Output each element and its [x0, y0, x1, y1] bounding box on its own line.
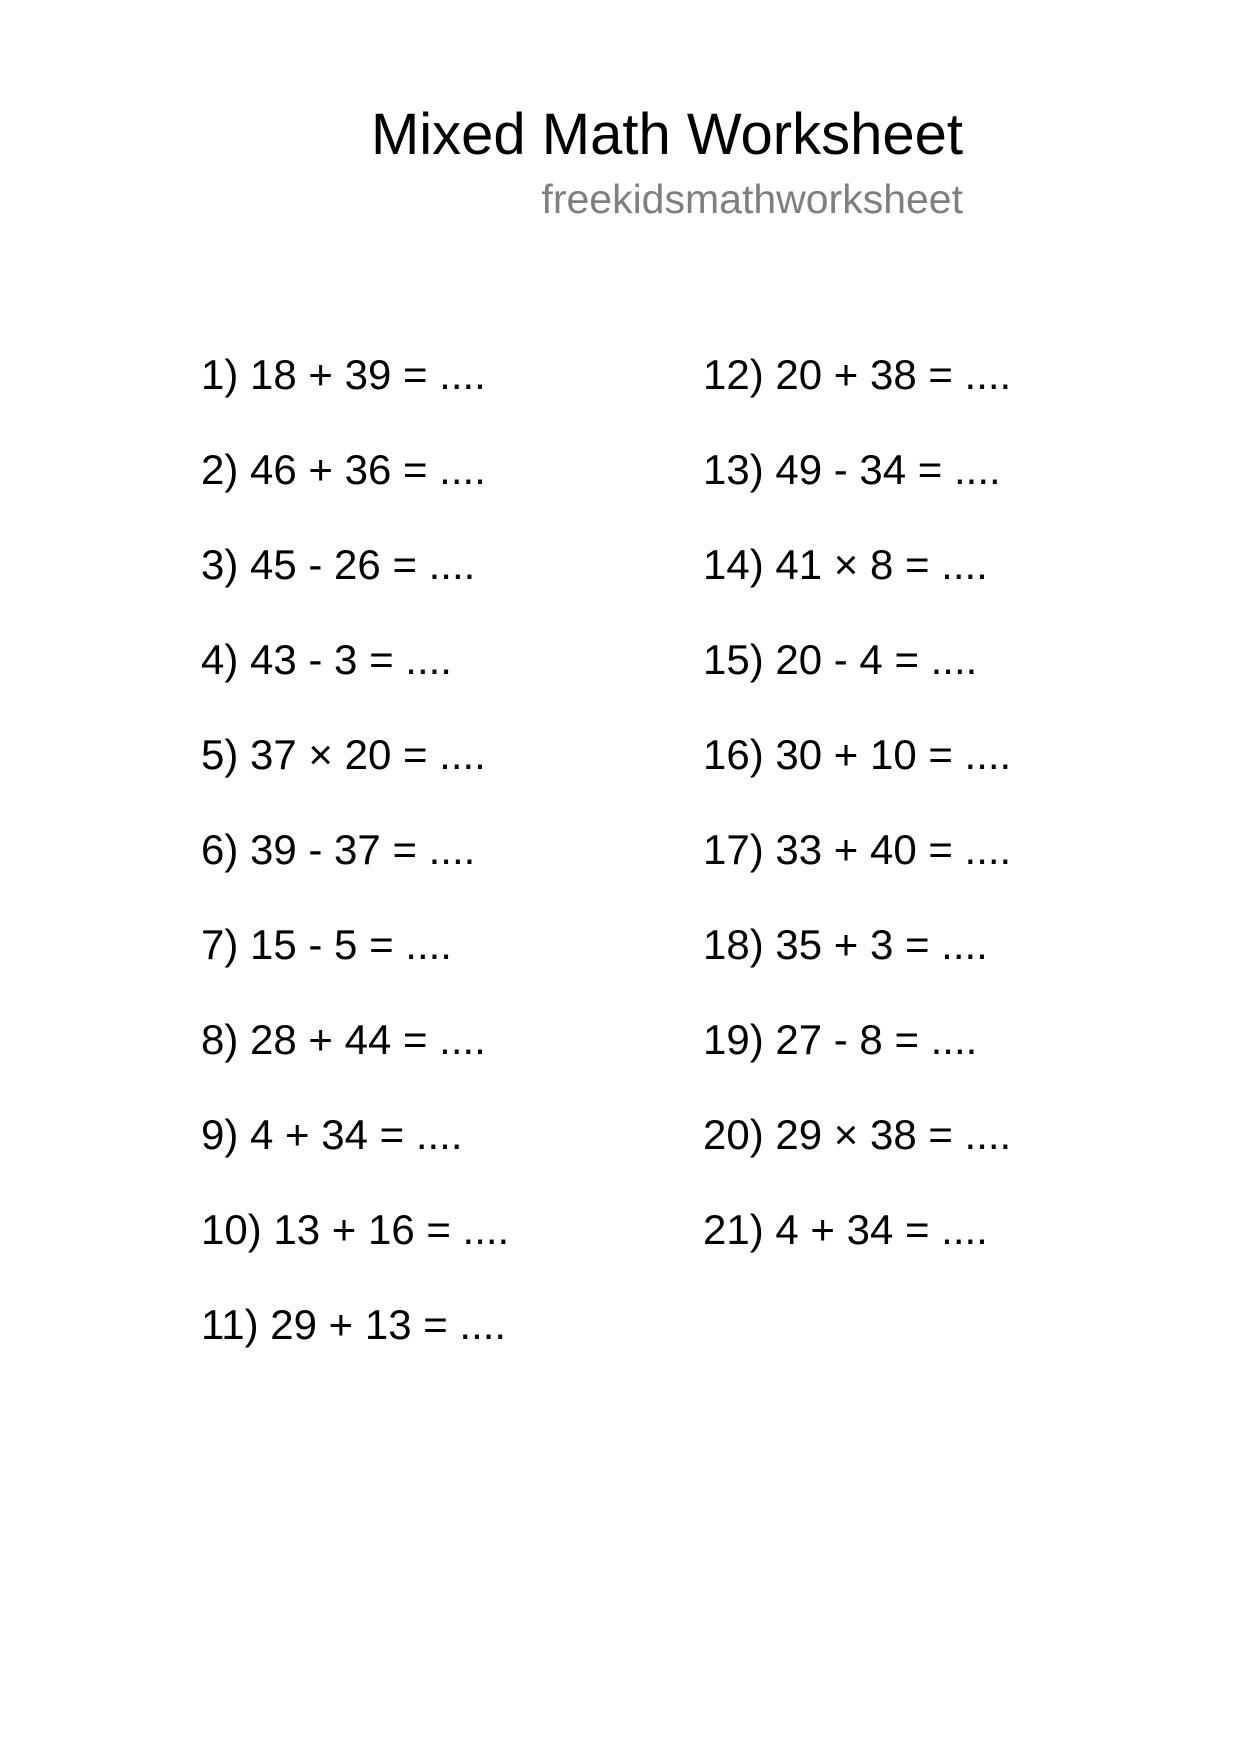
problem-6: 6) 39 - 37 = .... [201, 826, 476, 873]
problem-12: 12) 20 + 38 = .... [703, 351, 1012, 398]
problem-11: 11) 29 + 13 = .... [201, 1301, 507, 1348]
worksheet-header [371, 100, 963, 224]
problem-1: 1) 18 + 39 = .... [201, 351, 486, 398]
page-title: Mixed Math Worksheet [370, 102, 963, 167]
problem-20: 20) 29 × 38 = .... [703, 1111, 1012, 1158]
page-subtitle: freekidsmathworksheet [541, 176, 963, 222]
problem-4: 4) 43 - 3 = .... [201, 636, 452, 683]
problem-8: 8) 28 + 44 = .... [201, 1016, 486, 1063]
problem-14: 14) 41 × 8 = .... [703, 541, 988, 588]
problem-2: 2) 46 + 36 = .... [201, 446, 486, 493]
problem-16: 16) 30 + 10 = .... [703, 731, 1012, 778]
problem-18: 18) 35 + 3 = .... [703, 921, 988, 968]
problem-7: 7) 15 - 5 = .... [201, 921, 452, 968]
problem-15: 15) 20 - 4 = .... [703, 636, 978, 683]
problem-5: 5) 37 × 20 = .... [201, 731, 486, 778]
problem-column-left [201, 350, 509, 1395]
problem-column-right [703, 350, 1011, 1300]
problem-17: 17) 33 + 40 = .... [703, 826, 1012, 873]
problem-9: 9) 4 + 34 = .... [201, 1111, 463, 1158]
problem-19: 19) 27 - 8 = .... [703, 1016, 978, 1063]
problem-10: 10) 13 + 16 = .... [201, 1206, 510, 1253]
problem-21: 21) 4 + 34 = .... [703, 1206, 988, 1253]
problem-13: 13) 49 - 34 = .... [703, 446, 1001, 493]
problem-3: 3) 45 - 26 = .... [201, 541, 476, 588]
